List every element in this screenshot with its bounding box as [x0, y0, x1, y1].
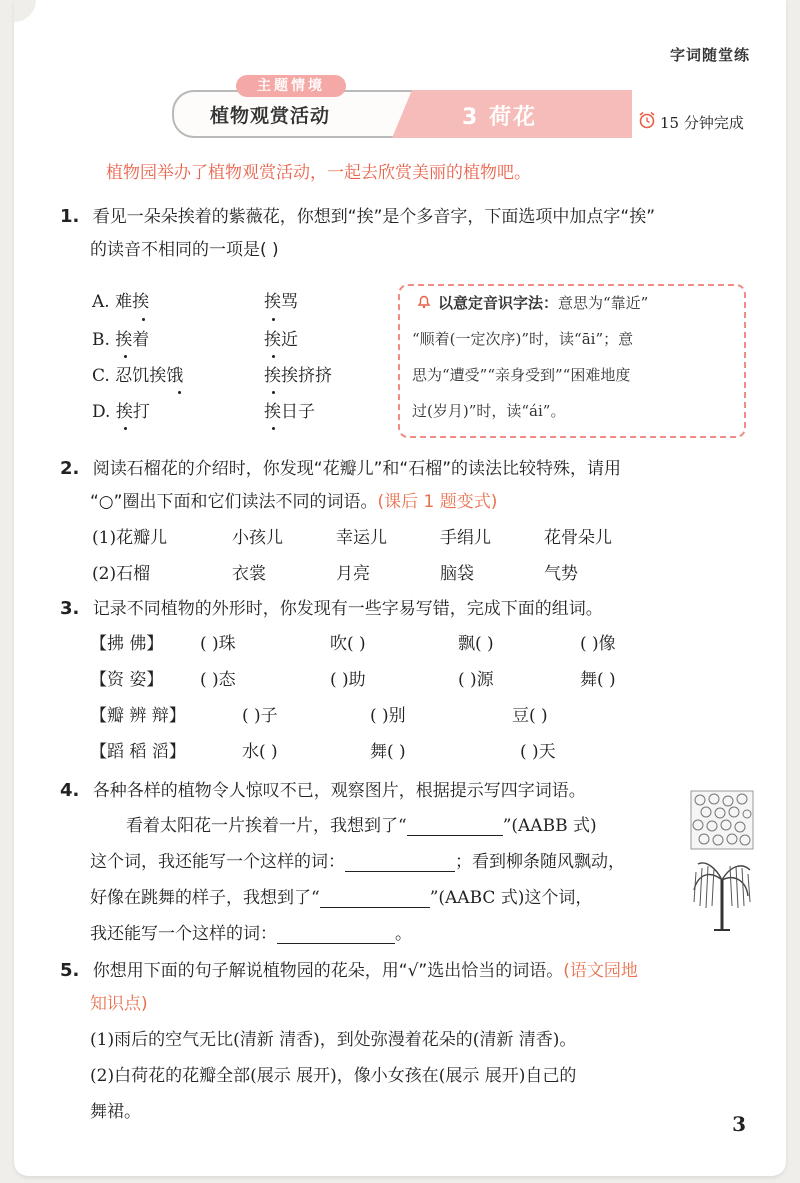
q3-row4-group: 【蹈 稻 滔】 — [90, 742, 186, 762]
q1-option-b2: 挨近 — [264, 330, 298, 350]
q5-number: 5. — [60, 960, 80, 981]
page-number: 3 — [732, 1112, 746, 1136]
q4-p2b: ；看到柳条随风飘动， — [455, 852, 625, 872]
emphasis-dot — [272, 355, 275, 358]
q3-row3-c2: ( )别 — [370, 706, 406, 726]
emphasis-dot — [178, 391, 181, 394]
q5-text1: 你想用下面的句子解说植物园的花朵，用“√”选出恰当的词语。 — [92, 961, 564, 981]
alarm-clock-icon — [638, 111, 656, 129]
q1-option-a1: A. 难挨 — [92, 292, 150, 312]
q2-row2-3: 月亮 — [336, 564, 370, 584]
q3-number: 3. — [60, 598, 80, 619]
q2-row1-1: (1)花瓣儿 — [92, 528, 168, 548]
q4-p2a: 这个词，我还能写一个这样的词： — [90, 852, 345, 872]
q5-sentence1: (1)雨后的空气无比(清新 清香)，到处弥漫着花朵的(清新 清香)。 — [90, 1030, 577, 1050]
q2-note: (课后 1 题变式) — [377, 492, 498, 512]
q5-note1: (语文园地 — [563, 961, 638, 981]
tip-line1 — [438, 292, 648, 313]
q5-sentence2b: 舞裙。 — [90, 1102, 141, 1122]
q1-option-c1: C. 忍饥挨饿 — [92, 366, 184, 386]
q3-row3-c3: 豆( ) — [512, 706, 548, 726]
q2-row1-3: 幸运儿 — [336, 528, 387, 548]
q4-para1 — [126, 816, 597, 836]
tip-line4: 过(岁月)”时，读“ái”。 — [412, 402, 566, 420]
answer-blank[interactable] — [320, 907, 430, 908]
q3-row2-c2: ( )助 — [330, 670, 366, 690]
emphasis-dot — [272, 427, 275, 430]
bell-icon — [416, 293, 432, 309]
tip-title: 以意定音识字法： — [438, 294, 559, 312]
q3-row4-c3: ( )天 — [520, 742, 556, 762]
emphasis-dot — [142, 318, 145, 321]
q2-row2-1: (2)石榴 — [92, 564, 151, 584]
tip-line2: “顺着(一定次序)”时，读“āi”；意 — [412, 330, 634, 348]
q5-sentence2: (2)白荷花的花瓣全部(展示 展开)，像小女孩在(展示 展开)自己的 — [90, 1066, 577, 1086]
q1-option-c2: 挨挨挤挤 — [264, 366, 332, 386]
lesson-title: 3 荷花 — [462, 105, 537, 130]
emphasis-dot — [124, 355, 127, 358]
emphasis-dot — [124, 427, 127, 430]
q2-row2-5: 气势 — [544, 564, 578, 584]
q1-line2: 的读音不相同的一项是( ) — [90, 240, 279, 260]
q1-option-d1: D. 挨打 — [92, 402, 150, 422]
theme-tag: 主题情境 — [236, 75, 346, 97]
q4-p4b: 。 — [395, 924, 412, 944]
willow-tree-illustration — [690, 850, 754, 932]
q4-p3b: ”(AABC 式)这个词， — [429, 888, 593, 908]
header-label: 字词随堂练 — [669, 46, 750, 64]
theme-title: 植物观赏活动 — [210, 105, 331, 127]
q2-row2-2: 衣裳 — [232, 564, 266, 584]
q4-para2 — [90, 852, 625, 872]
answer-blank[interactable] — [407, 835, 503, 836]
q1-option-b1: B. 挨着 — [92, 330, 150, 350]
sun-flower-field-illustration — [690, 790, 754, 850]
q3-row1-c4: ( )像 — [580, 634, 616, 654]
q3-row2-group: 【资 姿】 — [90, 670, 164, 690]
q4-para4 — [90, 924, 412, 944]
q4-p1a: 看着太阳花一片挨着一片，我想到了“ — [126, 816, 407, 836]
answer-blank[interactable] — [277, 943, 395, 944]
q4-number: 4. — [60, 780, 80, 801]
q2-line2 — [90, 492, 497, 512]
q2-row1-4: 手绢儿 — [440, 528, 491, 548]
intro-text: 植物园举办了植物观赏活动，一起去欣赏美丽的植物吧。 — [106, 163, 531, 183]
q2-line1 — [60, 458, 621, 480]
q2-text2: “○”圈出下面和它们读法不同的词语。 — [90, 492, 378, 512]
q4-p1b: ”(AABB 式) — [502, 816, 597, 836]
time-limit: 15 分钟完成 — [660, 114, 744, 132]
q3-row1-c2: 吹( ) — [330, 634, 366, 654]
q3-row4-c2: 舞( ) — [370, 742, 406, 762]
q3-row2-c3: ( )源 — [458, 670, 494, 690]
q4-text1: 各种各样的植物令人惊叹不已，观察图片，根据提示写四字词语。 — [92, 781, 586, 801]
q4-p4a: 我还能写一个这样的词： — [90, 924, 277, 944]
q2-row1-5: 花骨朵儿 — [544, 528, 612, 548]
q4-p3a: 好像在跳舞的样子，我想到了“ — [90, 888, 320, 908]
q5-note2: 知识点) — [90, 994, 148, 1014]
emphasis-dot — [272, 318, 275, 321]
q3-row1-c3: 飘( ) — [458, 634, 494, 654]
q3-row4-c1: 水( ) — [242, 742, 278, 762]
q5-line1 — [60, 960, 638, 982]
q1-option-d2: 挨日子 — [264, 402, 315, 422]
tip-text1: 意思为“靠近” — [558, 294, 649, 312]
answer-blank[interactable] — [345, 871, 455, 872]
tip-line3: 思为“遭受”“亲身受到”“困难地度 — [412, 366, 631, 384]
q2-text1: 阅读石榴花的介绍时，你发现“花瓣儿”和“石榴”的读法比较特殊，请用 — [92, 459, 622, 479]
q1-text1: 看见一朵朵挨着的紫薇花，你想到“挨”是个多音字，下面选项中加点字“挨” — [92, 207, 656, 227]
q3-row3-group: 【瓣 辨 辩】 — [90, 706, 186, 726]
q3-row2-c4: 舞( ) — [580, 670, 616, 690]
q3-row3-c1: ( )子 — [242, 706, 278, 726]
worksheet-page — [14, 0, 786, 1176]
q1-number: 1. — [60, 206, 80, 227]
q2-number: 2. — [60, 458, 80, 479]
q3-line1 — [60, 598, 603, 620]
q2-row1-2: 小孩儿 — [232, 528, 283, 548]
emphasis-dot — [272, 391, 275, 394]
q3-row1-group: 【拂 佛】 — [90, 634, 164, 654]
q3-text1: 记录不同植物的外形时，你发现有一些字易写错，完成下面的组词。 — [92, 599, 603, 619]
q1-line1 — [60, 206, 655, 228]
page-corner — [14, 0, 36, 22]
q1-option-a2: 挨骂 — [264, 292, 298, 312]
q4-para3 — [90, 888, 592, 908]
q4-line1 — [60, 780, 586, 802]
q2-row2-4: 脑袋 — [440, 564, 474, 584]
q3-row1-c1: ( )珠 — [200, 634, 236, 654]
q3-row2-c1: ( )态 — [200, 670, 236, 690]
